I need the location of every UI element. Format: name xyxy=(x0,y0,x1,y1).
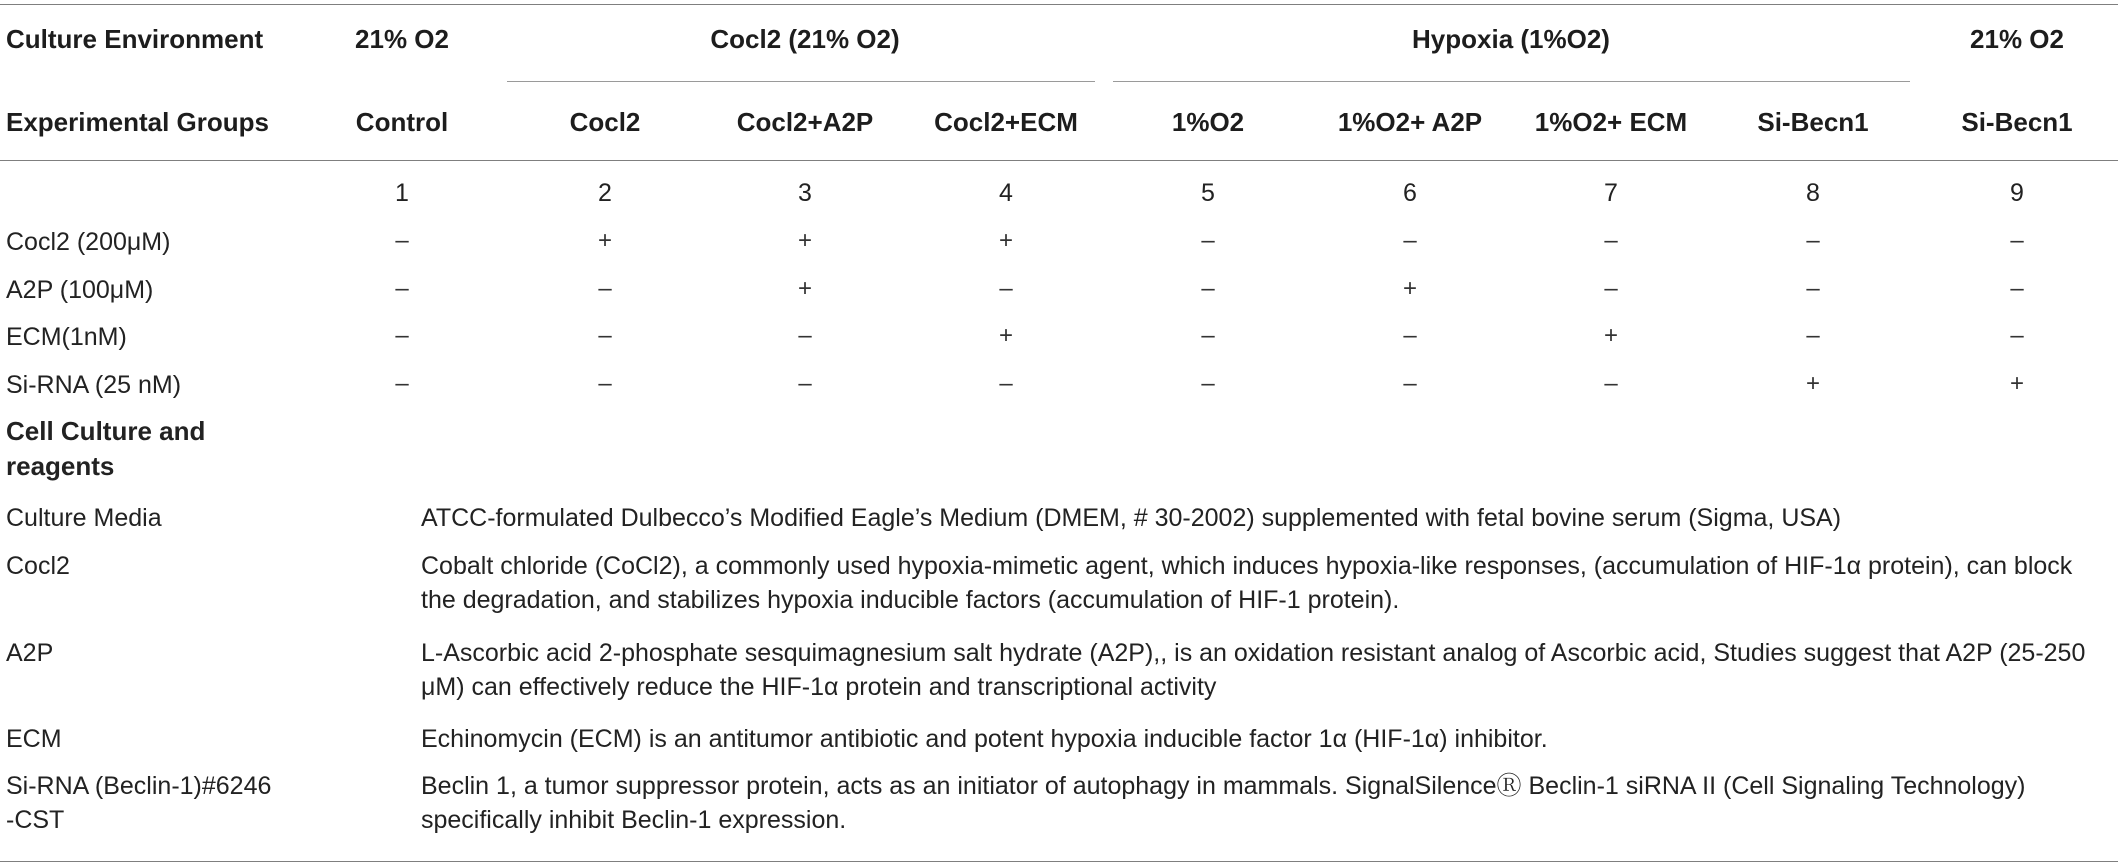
treatment-value: – xyxy=(1201,227,1215,254)
group-number: 6 xyxy=(1403,179,1417,207)
treatment-value: – xyxy=(1201,322,1215,349)
treatment-value: – xyxy=(1806,275,1820,302)
reagent-description: Echinomycin (ECM) is an antitumor antibiotic and potent hypoxia inducible factor 1α (HIF-1α) inhibitor. xyxy=(421,725,1548,753)
treatment-value: – xyxy=(1201,370,1215,397)
section-title: Cell Culture and reagents xyxy=(6,416,206,481)
group-header: Cocl2 xyxy=(569,107,641,137)
treatment-value: – xyxy=(1403,370,1417,397)
group-header: Cocl2+ECM xyxy=(934,107,1078,137)
treatment-value: + xyxy=(597,227,613,254)
treatment-value: – xyxy=(2010,227,2024,254)
group-number: 3 xyxy=(798,179,812,207)
group-number: 4 xyxy=(999,179,1013,207)
treatment-value: – xyxy=(1806,322,1820,349)
group-number: 9 xyxy=(2010,179,2024,207)
treatment-value: + xyxy=(1603,322,1619,349)
group-header: 1%O2+ A2P xyxy=(1337,107,1483,137)
treatment-value: + xyxy=(998,322,1014,349)
bottom-rule xyxy=(0,861,2118,862)
reagent-description: L-Ascorbic acid 2-phosphate sesquimagnesium salt hydrate (A2P),, is an oxidation resistant analog of Ascorbic acid, Studies suggest that A2P (25-250 μM) can effectively reduce the HIF-1α protein and transcriptional activity xyxy=(421,639,2086,701)
env-21-control: 21% O2 xyxy=(355,24,449,54)
env-cocl2: Cocl2 (21% O2) xyxy=(710,24,900,54)
env-hypoxia: Hypoxia (1%O2) xyxy=(1412,24,1610,54)
group-header: 1%O2 xyxy=(1171,107,1245,137)
group-header: Control xyxy=(355,107,449,137)
treatment-value: – xyxy=(395,275,409,302)
group-number: 7 xyxy=(1604,179,1618,207)
reagent-label: Si-RNA (Beclin-1)#6246 -CST xyxy=(6,772,272,834)
group-number: 1 xyxy=(395,179,409,207)
treatment-value: – xyxy=(2010,275,2024,302)
group-header: Si-Becn1 xyxy=(1961,107,2073,137)
cocl2-group-rule xyxy=(507,81,1095,82)
treatment-value: – xyxy=(1604,275,1618,302)
experimental-groups-label: Experimental Groups xyxy=(6,107,269,137)
group-header: Si-Becn1 xyxy=(1757,107,1869,137)
group-number: 8 xyxy=(1806,179,1820,207)
treatment-value: + xyxy=(2009,370,2025,397)
treatment-value: – xyxy=(1201,275,1215,302)
treatment-value: – xyxy=(598,322,612,349)
treatment-value: – xyxy=(598,275,612,302)
env-21-si: 21% O2 xyxy=(1970,24,2064,54)
treatment-value: – xyxy=(798,370,812,397)
reagent-label: Cocl2 xyxy=(6,552,70,580)
group-number: 2 xyxy=(598,179,612,207)
culture-environment-label: Culture Environment xyxy=(6,24,264,54)
treatment-value: – xyxy=(1806,227,1820,254)
treatment-value: + xyxy=(1805,370,1821,397)
treatment-value: – xyxy=(395,322,409,349)
treatment-value: + xyxy=(797,227,813,254)
treatment-value: – xyxy=(2010,322,2024,349)
treatment-value: – xyxy=(395,370,409,397)
treatment-label: Cocl2 (200μM) xyxy=(6,228,171,256)
reagent-label: Culture Media xyxy=(6,504,162,532)
group-number: 5 xyxy=(1201,179,1215,207)
treatment-value: – xyxy=(1604,227,1618,254)
treatment-label: Si-RNA (25 nM) xyxy=(6,371,182,399)
reagent-description: ATCC-formulated Dulbecco’s Modified Eagle’s Medium (DMEM, # 30-2002) supplemented with fetal bovine serum (Sigma, USA) xyxy=(421,504,1842,532)
treatment-value: – xyxy=(598,370,612,397)
reagent-label: ECM xyxy=(6,725,62,753)
group-header: 1%O2+ ECM xyxy=(1534,107,1688,137)
treatment-value: + xyxy=(797,275,813,302)
treatment-value: + xyxy=(998,227,1014,254)
treatment-value: – xyxy=(1604,370,1618,397)
header-bottom-rule xyxy=(0,160,2118,161)
treatment-value: + xyxy=(1402,275,1418,302)
treatment-value: – xyxy=(999,275,1013,302)
reagent-description: Cobalt chloride (CoCl2), a commonly used hypoxia-mimetic agent, which induces hypoxia-like responses, (accumulation of HIF-1α protein), can block the degradation, and stabilizes hypoxia inducible factors (accumulation of HIF-1 protein). xyxy=(421,552,2073,614)
treatment-value: – xyxy=(395,227,409,254)
reagent-description: Beclin 1, a tumor suppressor protein, acts as an initiator of autophagy in mammals. SignalSilenceⓇ Beclin-1 siRNA II (Cell Signaling Technology) specifically inhibit Beclin-1 expression. xyxy=(421,772,2026,834)
treatment-value: – xyxy=(1403,227,1417,254)
treatment-label: A2P (100μM) xyxy=(6,276,154,304)
top-rule xyxy=(0,4,2118,5)
group-header: Cocl2+A2P xyxy=(736,107,874,137)
reagent-label: A2P xyxy=(6,639,54,667)
treatment-value: – xyxy=(1403,322,1417,349)
treatment-value: – xyxy=(999,370,1013,397)
hypoxia-group-rule xyxy=(1113,81,1910,82)
treatment-label: ECM(1nM) xyxy=(6,323,127,351)
treatment-value: – xyxy=(798,322,812,349)
